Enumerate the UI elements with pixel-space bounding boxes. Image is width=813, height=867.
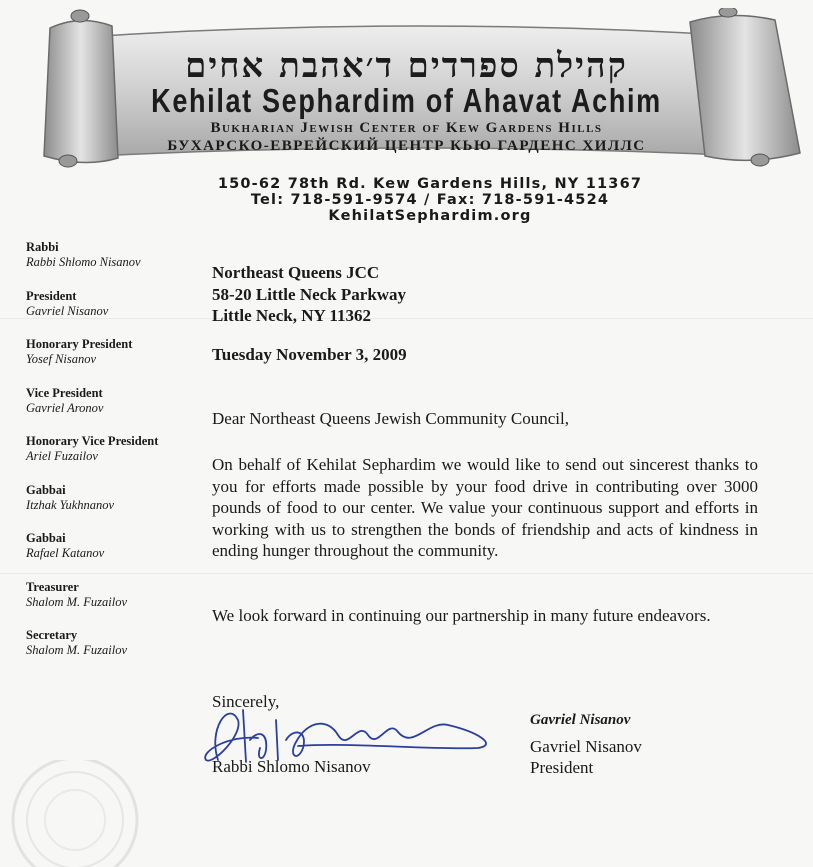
subtitle-russian: БУХАРСКО-ЕВРЕЙСКИЙ ЦЕНТР КЬЮ ГАРДЕНС ХИЛЛС: [167, 138, 646, 154]
letter-date: Tuesday November 3, 2009: [212, 345, 407, 364]
recipient-name: Northeast Queens JCC: [212, 263, 380, 282]
officer-role: Vice President: [26, 385, 103, 400]
recipient-address-block: [212, 262, 758, 327]
officer-role: Honorary President: [26, 337, 133, 351]
officers-sidebar: [26, 240, 206, 677]
officer-name: Rabbi Shlomo Nisanov: [26, 255, 141, 269]
officer-name: Yosef Nisanov: [26, 352, 97, 366]
officer-role: Rabbi: [26, 240, 59, 254]
closing: Sincerely,: [212, 692, 280, 711]
president-script-signature: Gavriel Nisanov: [530, 712, 631, 728]
recipient-city: Little Neck, NY 11362: [212, 306, 371, 325]
officer-name: Gavriel Aronov: [26, 400, 104, 415]
officer-entry: [26, 337, 206, 386]
officer-entry: [26, 289, 206, 338]
organization-name: Kehilat Sephardim of Ahavat Achim: [151, 82, 662, 119]
officer-role: President: [26, 288, 77, 303]
officer-entry: [26, 240, 206, 289]
officer-entry: [26, 531, 206, 580]
officer-name: Ariel Fuzailov: [26, 449, 98, 463]
officer-name: Shalom M. Fuzailov: [26, 643, 128, 657]
signer-president-title: President: [530, 758, 594, 777]
officer-role: Treasurer: [26, 579, 79, 594]
officer-role: Honorary Vice President: [26, 434, 159, 448]
officer-entry: [26, 580, 206, 629]
letterhead-website: KehilatSephardim.org: [328, 208, 532, 224]
letterhead-address: 150-62 78th Rd. Kew Gardens Hills, NY 11367: [217, 176, 643, 192]
officer-role: Secretary: [26, 628, 78, 642]
officer-name: Itzhak Yukhnanov: [26, 497, 115, 512]
officer-role: Gabbai: [26, 482, 66, 497]
hebrew-title: קהילת ספרדים ד׳אהבת אחים: [185, 46, 628, 86]
signer-rabbi-name: Rabbi Shlomo Nisanov: [212, 757, 371, 776]
subtitle-english: Bukharian Jewish Center of Kew Gardens Hills: [210, 120, 603, 136]
body-paragraph: We look forward in continuing our partnership in many future endeavors.: [212, 606, 711, 625]
officer-entry: [26, 386, 206, 435]
letterhead-phone-fax: Tel: 718-591-9574 / Fax: 718-591-4524: [250, 192, 610, 208]
officer-name: Rafael Katanov: [26, 546, 105, 560]
officer-role: Gabbai: [26, 531, 66, 545]
officer-name: Shalom M. Fuzailov: [26, 594, 128, 609]
embossed-seal: [0, 760, 160, 867]
officer-entry: [26, 483, 206, 532]
officer-name: Gavriel Nisanov: [26, 303, 109, 318]
recipient-street: 58-20 Little Neck Parkway: [212, 284, 407, 304]
body-paragraph: On behalf of Kehilat Sephardim we would like to send out sincerest thanks to you for efforts made possible by your food drive in contributing over 3000 pounds of food to our center. We value your continuous support and efforts in working with us to strengthen the bonds of friendship and acts of kindness in ending hunger throughout the community.: [212, 455, 758, 560]
signer-president-name: Gavriel Nisanov: [530, 737, 642, 756]
officer-entry: [26, 628, 206, 677]
officer-entry: [26, 434, 206, 483]
salutation: Dear Northeast Queens Jewish Community Council,: [212, 409, 569, 428]
